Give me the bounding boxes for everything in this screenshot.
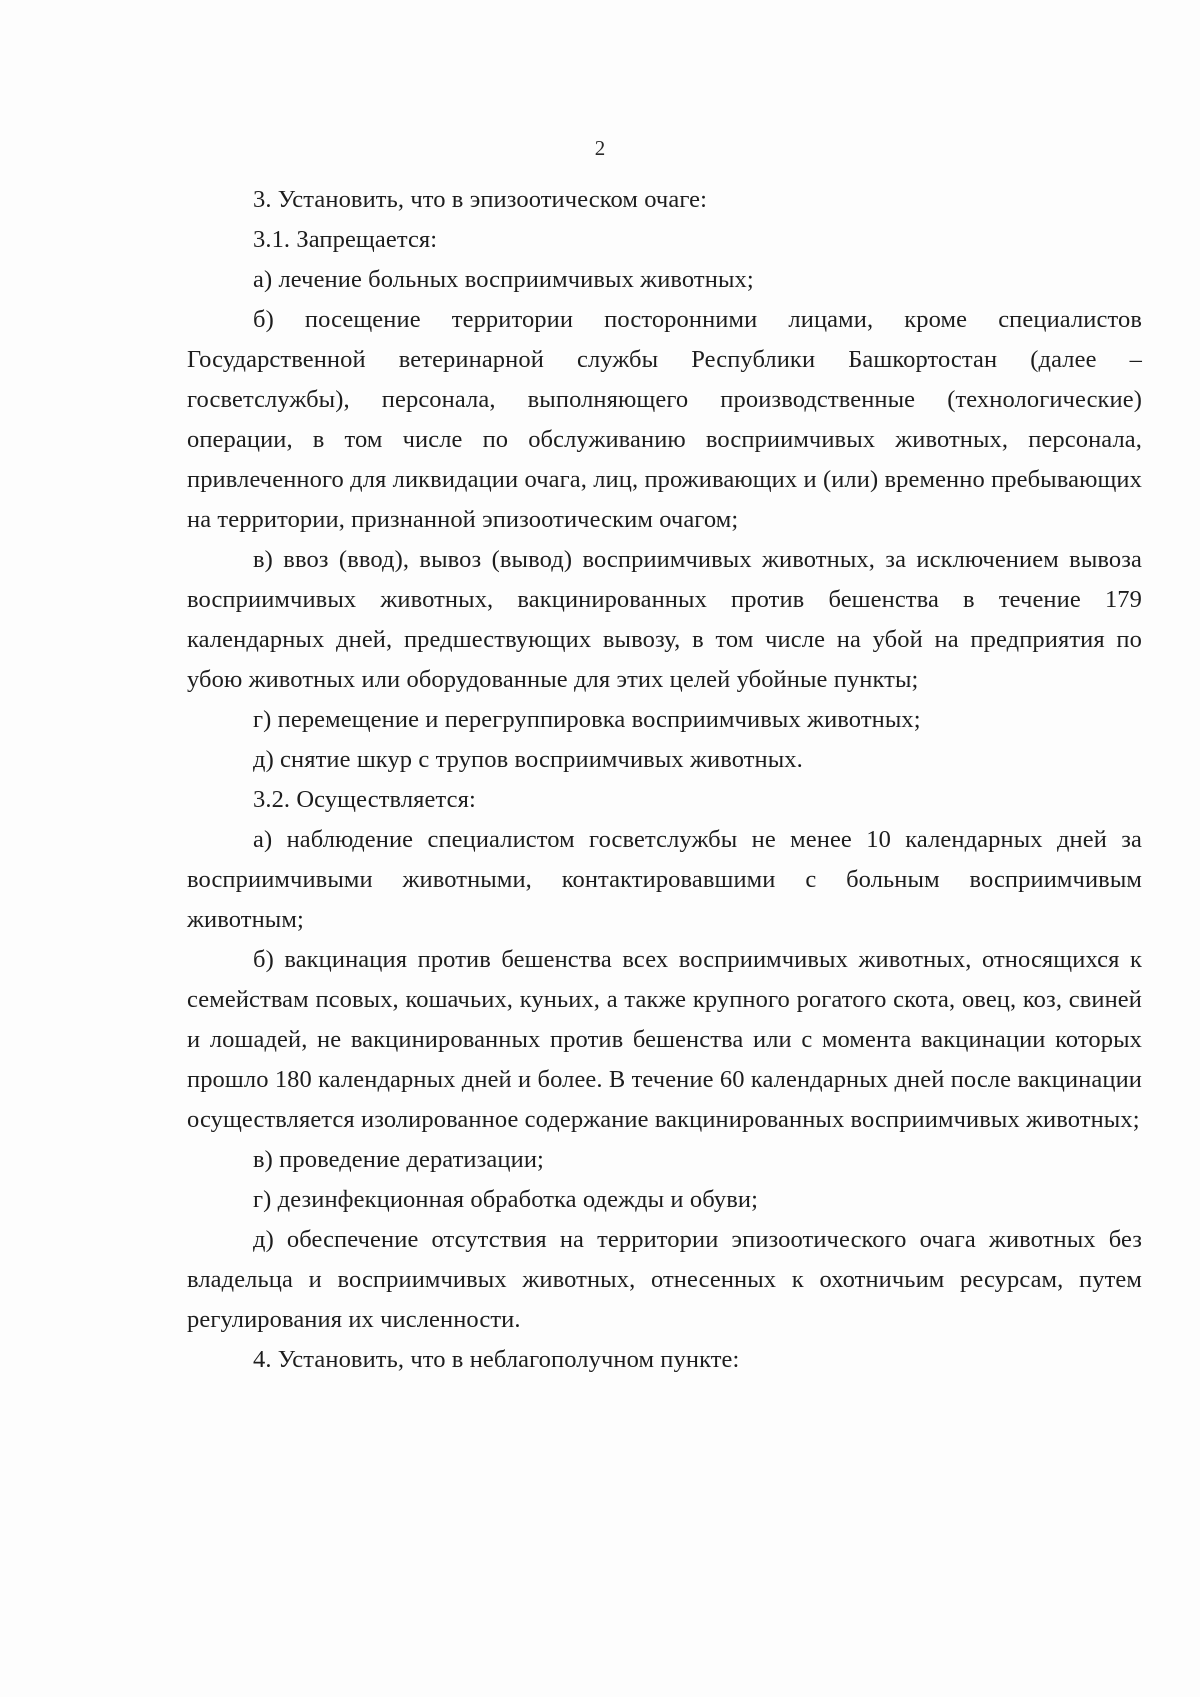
page-number: 2: [594, 136, 606, 160]
paragraph-3-1-b: б) посещение территории посторонними лицами, кроме специалистов Государственной ветеринарной службы Республики Башкортостан (далее – госветслужбы), персонала, выполняющего производственные (технологические) операции, в том числе по обслуживанию восприимчивых животных, персонала, привлеченного для ликвидации очага, лиц, проживающих и (или) временно пребывающих на территории, признанной эпизоотическим очагом;: [187, 306, 1142, 533]
paragraph-3-2-heading: 3.2. Осуществляется:: [253, 786, 476, 813]
paragraph-3-2-v: в) проведение дератизации;: [253, 1146, 544, 1173]
document-body: [187, 180, 1142, 1380]
paragraph-3-2-a: а) наблюдение специалистом госветслужбы не менее 10 календарных дней за восприимчивыми животными, контактировавшими с больным восприимчивым животным;: [187, 826, 1142, 933]
paragraph-3-1-heading: 3.1. Запрещается:: [253, 226, 438, 253]
paragraph-3-heading: 3. Установить, что в эпизоотическом очаге:: [253, 186, 708, 213]
paragraph-3-2-d: д) обеспечение отсутствия на территории эпизоотического очага животных без владельца и восприимчивых животных, отнесенных к охотничьим ресурсам, путем регулирования их численности.: [187, 1226, 1142, 1333]
paragraph-3-1-d: д) снятие шкур с трупов восприимчивых животных.: [253, 746, 803, 773]
paragraph-4-heading: 4. Установить, что в неблагополучном пункте:: [253, 1346, 740, 1373]
paragraph-3-1-g: г) перемещение и перегруппировка восприимчивых животных;: [253, 706, 921, 733]
paragraph-3-1-a: а) лечение больных восприимчивых животных;: [253, 266, 754, 293]
paragraph-3-2-g: г) дезинфекционная обработка одежды и обуви;: [253, 1186, 758, 1213]
paragraph-3-2-b: б) вакцинация против бешенства всех восприимчивых животных, относящихся к семействам псовых, кошачьих, куньих, а также крупного рогатого скота, овец, коз, свиней и лошадей, не вакцинированных против бешенства или с момента вакцинации которых прошло 180 календарных дней и более. В течение 60 календарных дней после вакцинации осуществляется изолированное содержание вакцинированных восприимчивых животных;: [187, 946, 1142, 1133]
paragraph-3-1-v: в) ввоз (ввод), вывоз (вывод) восприимчивых животных, за исключением вывоза восприимчивых животных, вакцинированных против бешенства в течение 179 календарных дней, предшествующих вывозу, в том числе на убой на предприятия по убою животных или оборудованные для этих целей убойные пункты;: [187, 546, 1142, 693]
